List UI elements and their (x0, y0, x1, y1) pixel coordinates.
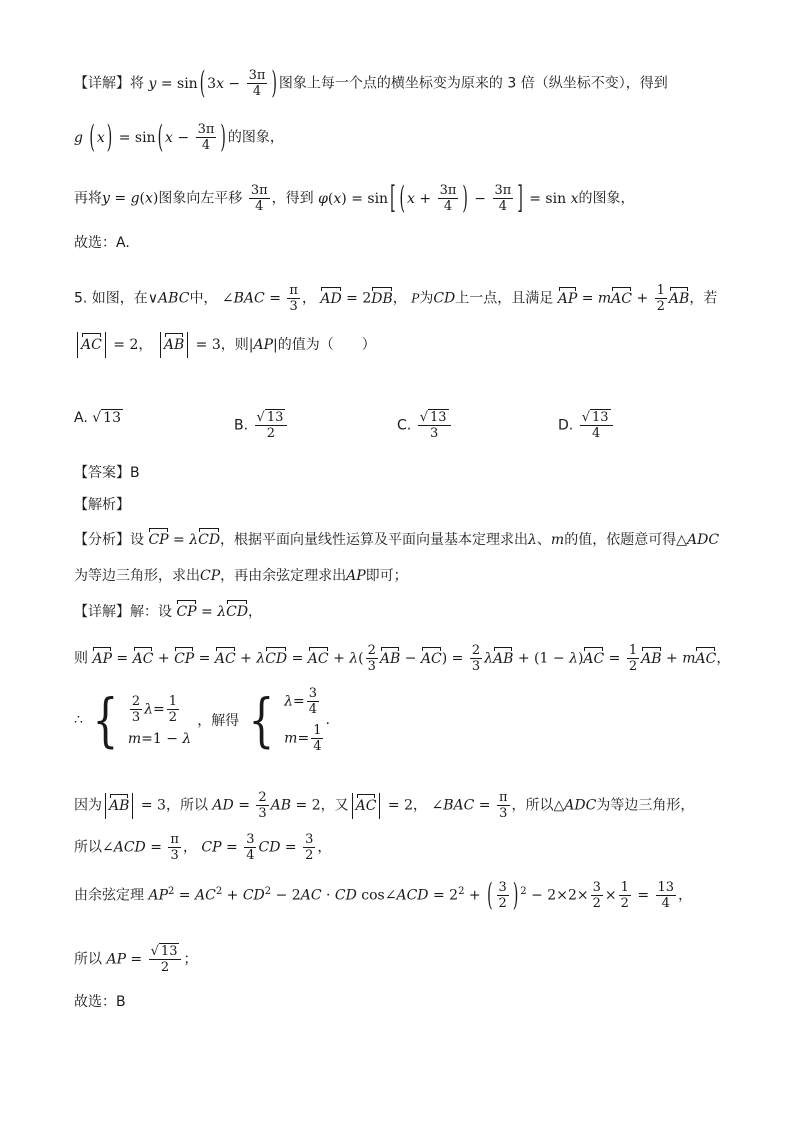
analysis-line1: 【分析】设 CP = λCD，根据平面向量线性运算及平面向量基本定理求出λ、m的值，依题意可得△ADC (74, 532, 720, 548)
detail1-line3: 再将y = g(x)图象向左平移 $\frac{3\pi}{4}$ ，得到 φ(x) = sin [ ( x + $\frac{3\pi}{4}$ ) − $\frac{3\pi}{4}$ ] = sin x的图象， (74, 180, 635, 217)
math-y-eq: y = sin ( 3x − $\frac{3\pi}{4}$ ) (148, 65, 277, 102)
analysis-tag: 【解析】 (74, 497, 130, 513)
detail1-line1: 【详解】将 y = sin ( 3x − $\frac{3\pi}{4}$ ) 图象上每一个点的横坐标变为原来的 3 倍（纵坐标不变），得到 (74, 65, 668, 102)
detail1-line2: g ( x ) = sin ( x − $\frac{3\pi}{4}$ ) 的图象， (74, 119, 284, 156)
detail-tag: 【详解】 (74, 75, 130, 92)
analysis-line2: 为等边三角形，求出CP，再由余弦定理求出AP即可； (74, 568, 408, 584)
option-a: A. √ 13 (74, 410, 121, 426)
option-c: C. $\frac{√ 13}{3}$ (397, 410, 453, 441)
detail2-line5: 所以∠ACD = $\frac{\pi}{3}$ ， CP = $\frac{3}{4}$ CD = $\frac{3}{2}$ ， (74, 832, 332, 863)
option-d: D. $\frac{√ 13}{4}$ (558, 410, 615, 441)
equation-system: ∴ { $\frac{2}{3}$ λ= $\frac{1}{2}$ m=1 − λ ，解得 { λ= $\frac{3}{4}$ m= $\frac{1}{4}$ . (74, 686, 330, 754)
question-5-line2: AC = 2， AB = 3，则|AP|的值为（ ） (74, 332, 376, 358)
choice-a: 故选：A. (74, 235, 130, 251)
detail2-line6: 由余弦定理 $AP^2 = AC^2 + CD^2 - 2AC$ · CD cos∠ACD = $2^2$ + ( $\frac{3}{2}$ ) $^2$ − 2×2× $\frac{3}{2}$ × $\frac{1}{2}$ = $\frac{13}{4}$ ， (74, 877, 693, 914)
detail2-line4: 因为 AB = 3，所以 AD = $\frac{2}{3}$ AB = 2，又 AC = 2， ∠BAC = $\frac{\pi}{3}$ ，所以△ADC为等边三角形， (74, 790, 695, 821)
detail2-line1: 【详解】解：设 CP = λCD， (74, 604, 263, 620)
math-phi-eq: φ(x) = sin [ ( x + $\frac{3\pi}{4}$ ) − $\frac{3\pi}{4}$ ] = sin x (318, 180, 579, 217)
choice-b: 故选：B (74, 994, 126, 1010)
question-5-line1: 5. 如图，在∨ABC中， ∠BAC = $\frac{\pi}{3}$ ， AD = 2DB， P为CD上一点，且满足 AP = mAC + $\frac{1}{2}$ AB，若 (74, 283, 718, 314)
detail2-line2: 则 AP = AC + CP = AC + λCD = AC + λ( $\frac{2}{3}$ AB − AC) = $\frac{2}{3}$ λAB + (1 − λ)AC = $\frac{1}{2}$ AB + mAC， (74, 643, 731, 674)
option-b: B. $\frac{√ 13}{2}$ (234, 410, 289, 441)
detail2-line7: 所以 AP = $\frac{√ 13}{2}$ ； (74, 944, 198, 975)
math-g-eq: g ( x ) = sin ( x − $\frac{3\pi}{4}$ ) (74, 119, 226, 156)
answer: 【答案】B (74, 465, 140, 481)
